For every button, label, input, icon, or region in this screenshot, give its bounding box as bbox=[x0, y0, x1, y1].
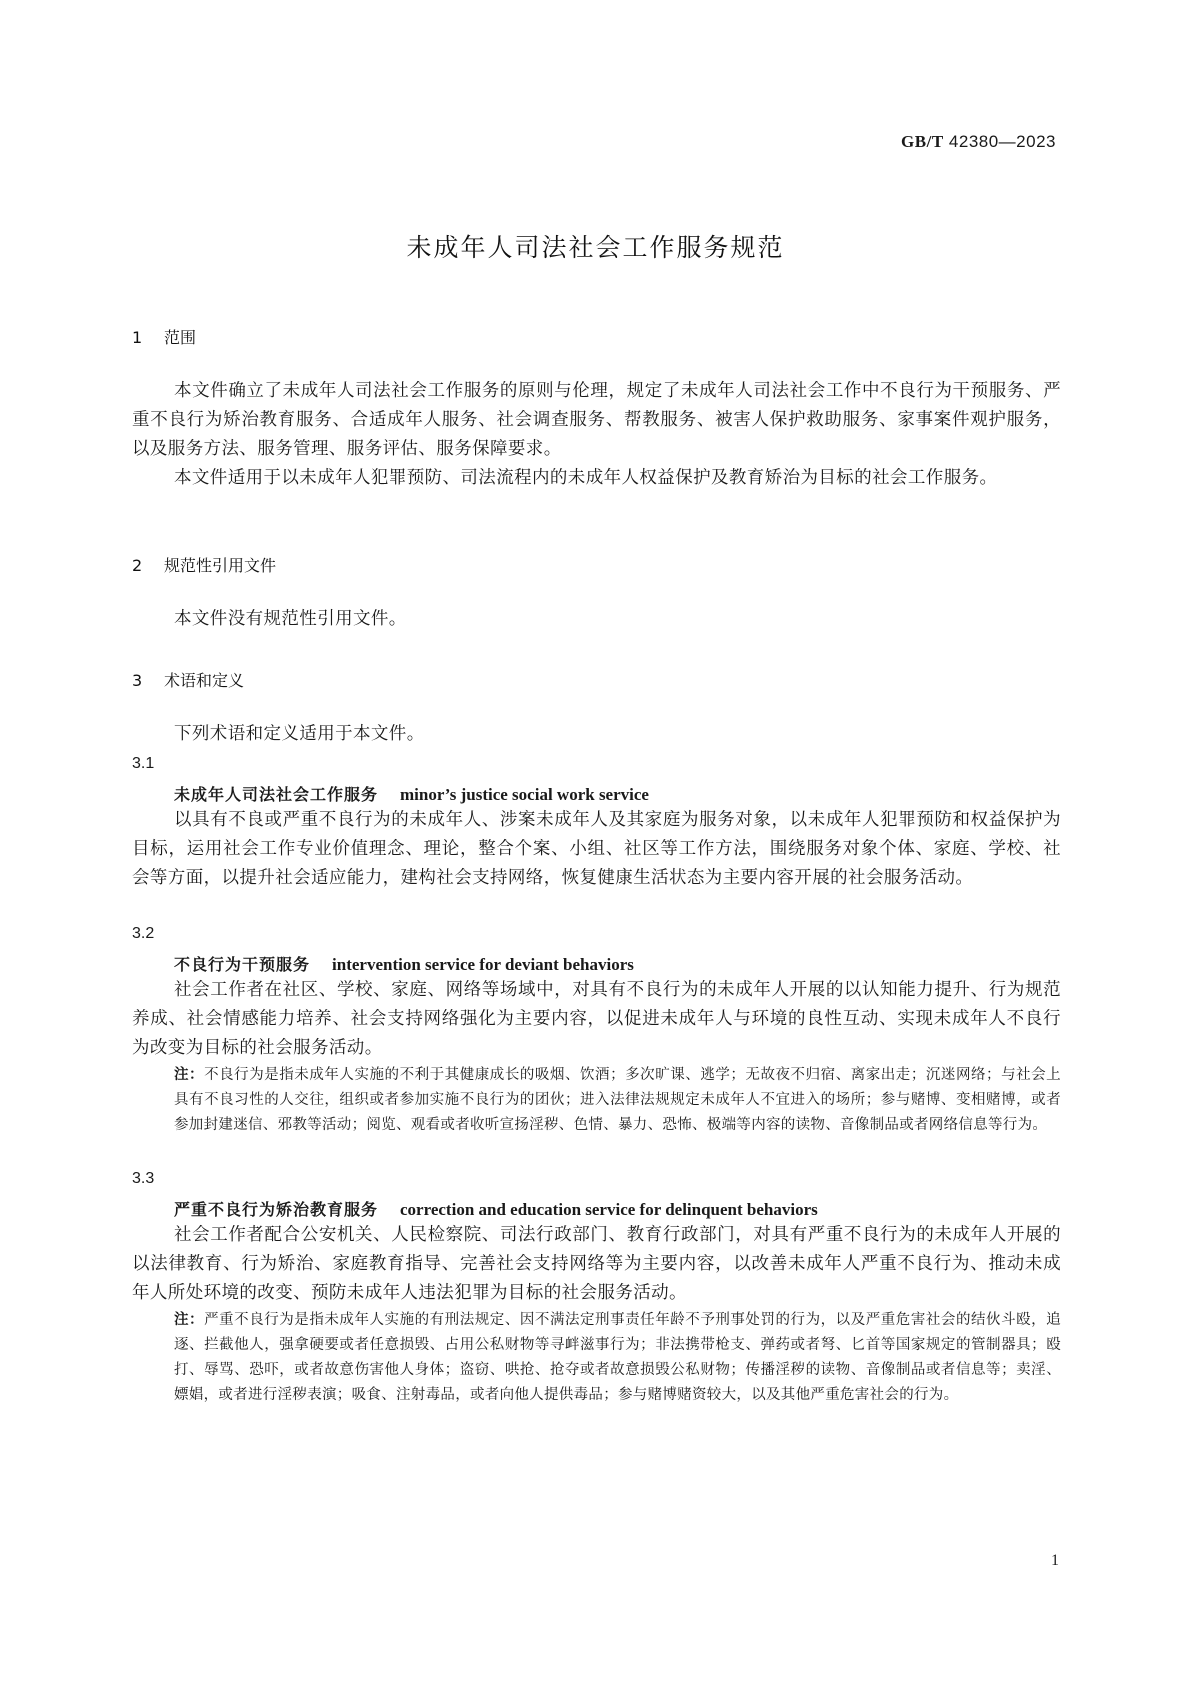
standard-prefix: GB/T bbox=[901, 132, 944, 151]
section-number: 1 bbox=[132, 328, 143, 347]
page-number: 1 bbox=[1051, 1552, 1059, 1569]
term-definition: 社会工作者在社区、学校、家庭、网络等场域中，对具有不良行为的未成年人开展的以认知能力提升、行为规范养成、社会情感能力培养、社会支持网络强化为主要内容，以促进未成年人与环境的良性互动、实现未成年人不良行为改变为目标的社会服务活动。 bbox=[132, 980, 1061, 1058]
term-definition: 社会工作者配合公安机关、人民检察院、司法行政部门、教育行政部门，对具有严重不良行为的未成年人开展的以法律教育、行为矫治、家庭教育指导、完善社会支持网络等为主要内容，以改善未成年人严重不良行为、推动未成年人所处环境的改变、预防未成年人违法犯罪为目标的社会服务活动。 bbox=[132, 1225, 1061, 1303]
term-name-en: minor’s justice social work service bbox=[400, 785, 649, 804]
section-title: 范围 bbox=[164, 328, 197, 347]
scope-paragraph-2: 本文件适用于以未成年人犯罪预防、司法流程内的未成年人权益保护及教育矫治为目标的社会工作服务。 bbox=[174, 468, 998, 488]
section-number: 2 bbox=[132, 556, 143, 575]
standard-code bbox=[901, 132, 1056, 152]
term-definition: 以具有不良或严重不良行为的未成年人、涉案未成年人及其家庭为服务对象，以未成年人犯罪预防和权益保护为目标，运用社会工作专业价值理念、理论，整合个案、小组、社区等工作方法，围绕服务对象个体、家庭、学校、社会等方面，以提升社会适应能力，建构社会支持网络，恢复健康生活状态为主要内容开展的社会服务活动。 bbox=[132, 810, 1061, 888]
term-note bbox=[174, 1063, 1061, 1138]
standard-number: 42380—2023 bbox=[948, 132, 1056, 151]
section-heading-terms bbox=[132, 668, 244, 691]
term-name-zh: 未成年人司法社会工作服务 bbox=[174, 785, 379, 804]
scope-paragraph-1: 本文件确立了未成年人司法社会工作服务的原则与伦理，规定了未成年人司法社会工作中不良行为干预服务、严重不良行为矫治教育服务、合适成年人服务、社会调查服务、帮教服务、被害人保护救助服务、家事案件观护服务，以及服务方法、服务管理、服务评估、服务保障要求。 bbox=[132, 381, 1061, 459]
section-number: 3 bbox=[132, 671, 143, 690]
term-name-zh: 不良行为干预服务 bbox=[174, 955, 311, 974]
note-label: 注： bbox=[174, 1312, 205, 1328]
document-title: 未成年人司法社会工作服务规范 bbox=[406, 233, 785, 262]
note-text: 不良行为是指未成年人实施的不利于其健康成长的吸烟、饮酒；多次旷课、逃学；无故夜不归宿、离家出走；沉迷网络；与社会上具有不良习性的人交往，组织或者参加实施不良行为的团伙；进入法律法规规定未成年人不宜进入的场所；参与赌博、变相赌博，或者参加封建迷信、邪教等活动；阅览、观看或者收听宣扬淫秽、色情、暴力、恐怖、极端等内容的读物、音像制品或者网络信息等行为。 bbox=[174, 1067, 1061, 1133]
term-name-en: intervention service for deviant behaviors bbox=[332, 955, 634, 974]
term-number: 3.3 bbox=[132, 1170, 155, 1187]
section-title: 规范性引用文件 bbox=[164, 556, 277, 575]
terms-intro-paragraph: 下列术语和定义适用于本文件。 bbox=[174, 724, 425, 744]
note-text: 严重不良行为是指未成年人实施的有刑法规定、因不满法定刑事责任年龄不予刑事处罚的行为，以及严重危害社会的结伙斗殴，追逐、拦截他人，强拿硬要或者任意损毁、占用公私财物等寻衅滋事行为；非法携带枪支、弹药或者弩、匕首等国家规定的管制器具；殴打、辱骂、恐吓，或者故意伤害他人身体；盗窃、哄抢、抢夺或者故意损毁公私财物；传播淫秽的读物、音像制品或者信息等；卖淫、嫖娼，或者进行淫秽表演；吸食、注射毒品，或者向他人提供毒品；参与赌博赌资较大，以及其他严重危害社会的行为。 bbox=[174, 1312, 1061, 1403]
term-name bbox=[174, 952, 634, 975]
term-name bbox=[174, 782, 649, 805]
term-name bbox=[174, 1197, 818, 1220]
note-label: 注： bbox=[174, 1067, 205, 1083]
term-name-zh: 严重不良行为矫治教育服务 bbox=[174, 1200, 379, 1219]
section-heading-normative-references bbox=[132, 553, 276, 576]
term-number: 3.1 bbox=[132, 755, 155, 772]
term-number: 3.2 bbox=[132, 925, 155, 942]
section-title: 术语和定义 bbox=[164, 671, 245, 690]
references-paragraph: 本文件没有规范性引用文件。 bbox=[174, 609, 407, 629]
term-name-en: correction and education service for delinquent behaviors bbox=[400, 1200, 818, 1219]
term-note bbox=[174, 1308, 1061, 1408]
section-heading-scope bbox=[132, 325, 196, 348]
